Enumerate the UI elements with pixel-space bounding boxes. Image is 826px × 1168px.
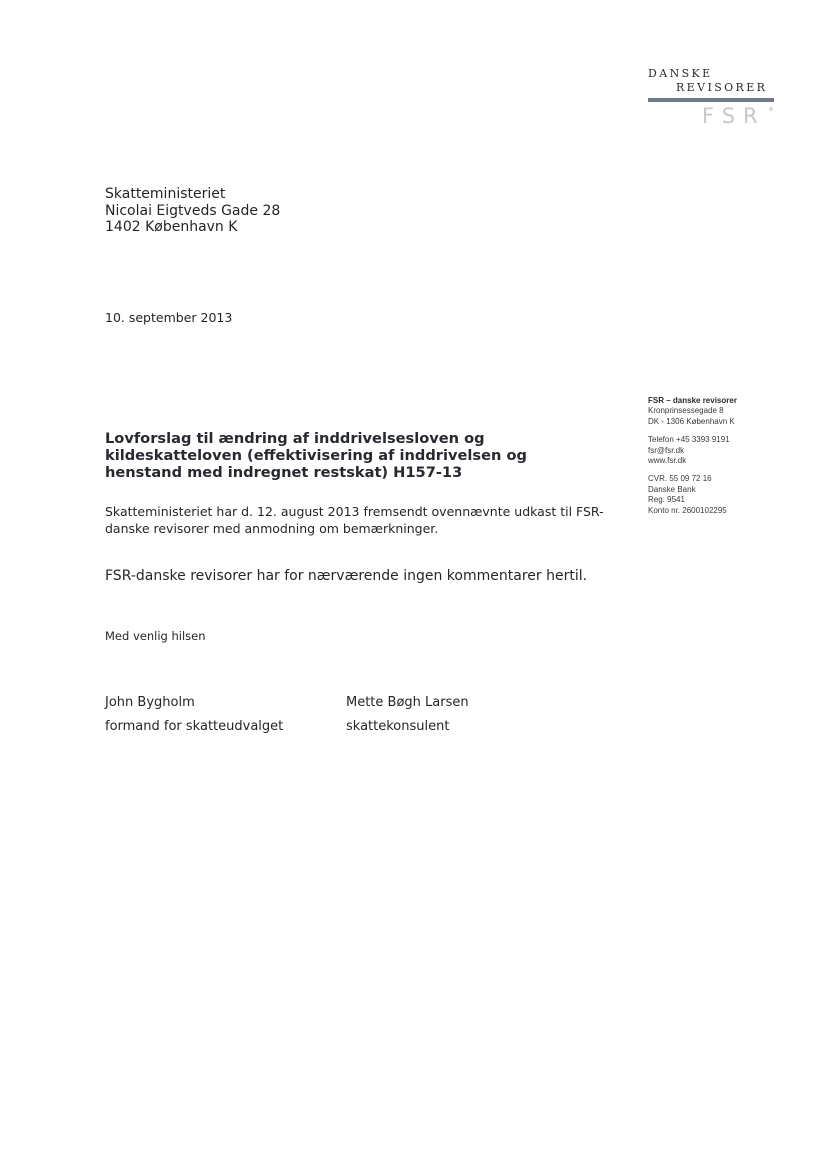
fsr-logo	[620, 64, 780, 128]
sender-phone: Telefon +45 3393 9191	[648, 435, 730, 445]
heading-line-1: Lovforslag til ændring af inddrivelsesloven og	[105, 430, 485, 447]
sender-cvr: CVR. 55 09 72 16	[648, 474, 712, 484]
closing-greeting: Med venlig hilsen	[105, 629, 206, 643]
signatory-1-name: John Bygholm	[105, 695, 195, 710]
body-paragraph-2: FSR-danske revisorer har for nærværende ingen kommentarer hertil.	[105, 568, 588, 584]
signatory-1-title: formand for skatteudvalget	[105, 719, 284, 734]
sender-city: DK - 1306 København K	[648, 416, 735, 426]
logo-text-revisorer: REVISORER	[676, 81, 768, 94]
sender-bank: Danske Bank	[648, 484, 696, 494]
letter-heading	[105, 431, 605, 481]
sender-street: Kronprinsessegade 8	[648, 406, 724, 416]
signatory-2	[346, 691, 469, 739]
signatory-2-title: skattekonsulent	[346, 719, 450, 734]
heading-line-3: henstand med indregnet restskat) H157-13	[105, 463, 463, 481]
heading-line-2: kildeskatteloven (effektivisering af inddrivelsen og	[105, 446, 527, 464]
recipient-city: 1402 København K	[105, 219, 238, 235]
signatory-1	[105, 691, 283, 739]
sender-reg: Reg. 9541	[648, 495, 685, 505]
sender-contact-block	[648, 435, 737, 466]
sender-address-block	[648, 396, 737, 427]
logo-divider	[648, 98, 774, 102]
sender-org: FSR – danske revisorer	[648, 396, 737, 405]
recipient-address	[105, 186, 280, 236]
signatory-2-name: Mette Bøgh Larsen	[346, 695, 469, 710]
letter-date: 10. september 2013	[105, 310, 233, 325]
para1-line-2: danske revisorer med anmodning om bemærkninger.	[105, 520, 439, 536]
logo-mark-fsr: FSR	[702, 104, 766, 128]
recipient-name: Skatteministeriet	[105, 186, 226, 202]
recipient-street: Nicolai Eigtveds Gade 28	[105, 202, 281, 219]
logo-text-danske: DANSKE	[648, 67, 713, 80]
body-paragraph-1	[105, 504, 604, 537]
sender-web: www.fsr.dk	[648, 456, 687, 466]
para1-line-1: Skatteministeriet har d. 12. august 2013 fremsendt ovennævnte udkast til FSR-	[105, 504, 604, 519]
sender-info	[648, 396, 737, 524]
sender-bank-block	[648, 474, 737, 516]
sender-email: fsr@fsr.dk	[648, 445, 685, 455]
logo-star: *	[768, 104, 774, 118]
sender-account: Konto nr. 2600102295	[648, 505, 727, 515]
